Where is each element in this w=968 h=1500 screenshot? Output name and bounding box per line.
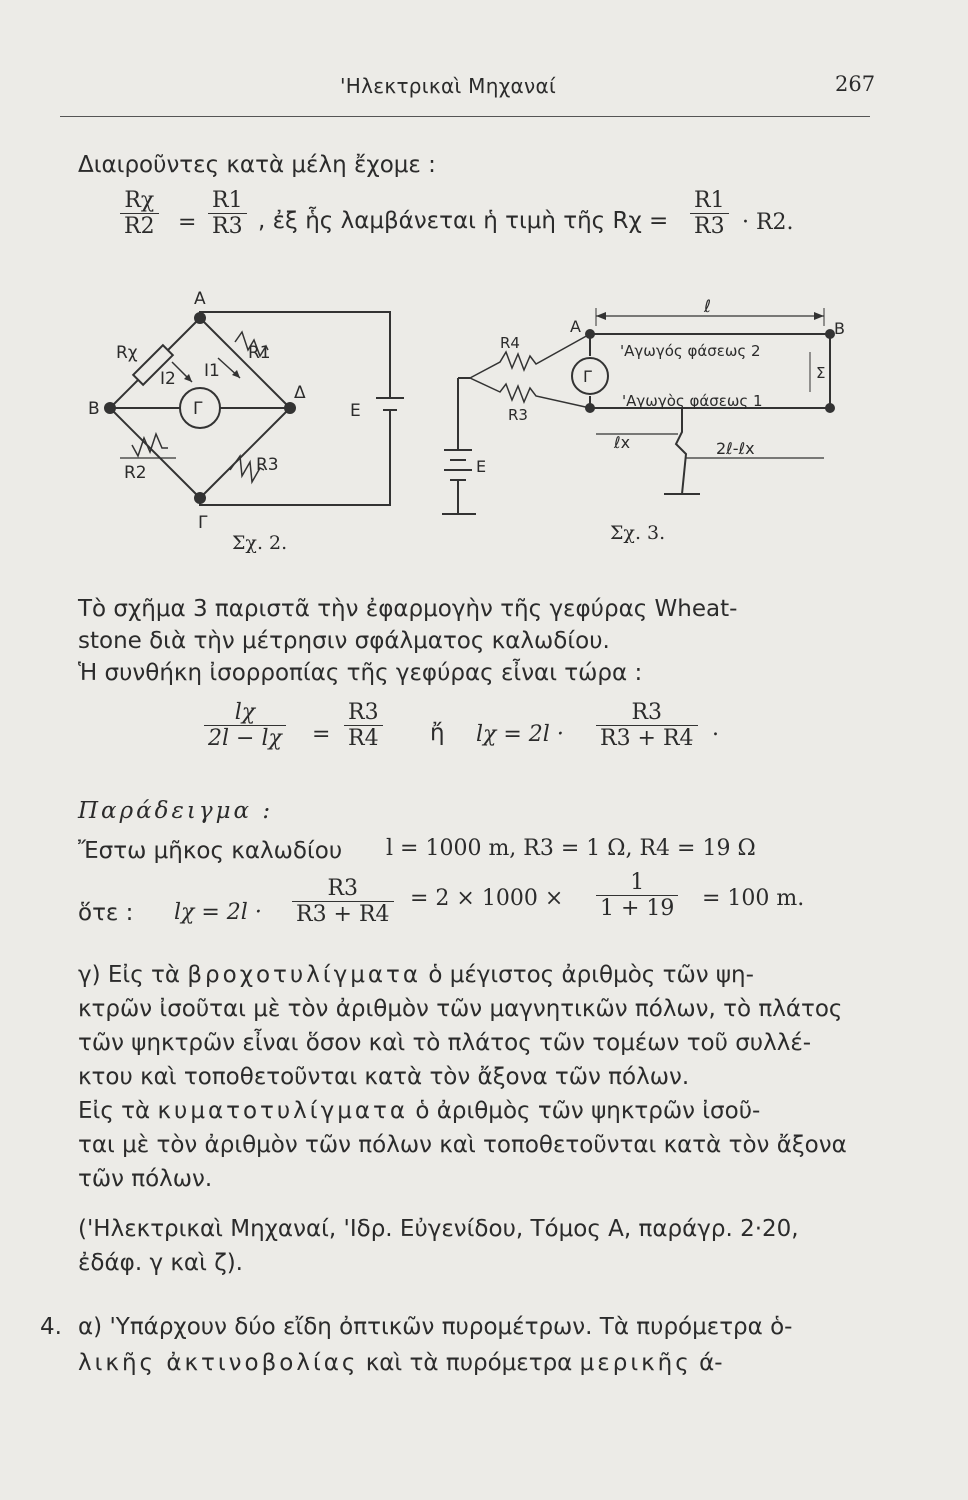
body-line-3: τῶν ψηκτρῶν εἶναι ὅσον καὶ τὸ πλάτος τῶν τομέων τοῦ συλλέ- [78, 1030, 812, 1056]
body-line-11 [78, 1346, 723, 1380]
fig3-label-phase1: 'Αγωγὸς φάσεως 1 [622, 392, 763, 410]
running-header-title: 'Ηλεκτρικαὶ Μηχαναί [340, 74, 557, 98]
fig3-label-2l-lx: 2ℓ-ℓx [716, 439, 755, 458]
eq2-f2-numerator: R3 [344, 700, 383, 726]
eq2-f2-denominator: R4 [348, 726, 379, 751]
eq2-fraction-2 [344, 700, 383, 751]
eq1-fraction-3 [690, 188, 729, 239]
fig3-label-Sigma: Σ [816, 364, 826, 382]
body-l11-end: ά- [699, 1350, 723, 1376]
paragraph-1-line-3: Ἡ συνθήκη ἰσορροπίας τῆς γεφύρας εἶναι τώρα : [78, 660, 643, 686]
body-line-10: α) 'Υπάρχουν δύο εἴδη ὀπτικῶν πυρομέτρων. Τὰ πυρόμετρα ὁ- [78, 1314, 793, 1340]
eq2-or: ἤ [430, 720, 445, 746]
body-line-1 [78, 958, 754, 992]
figure-2-caption: Σχ. 2. [232, 532, 288, 554]
fig2-label-I2: I2 [160, 369, 176, 389]
body-line-8: ('Ηλεκτρικαὶ Μηχαναί, 'Ιδρ. Εὐγενίδου, Τόμος Α, παράγρ. 2·20, [78, 1216, 799, 1242]
body-l1-spaced: βροχοτυλίγματα [187, 962, 422, 988]
fig3-label-R3: R3 [508, 406, 528, 424]
eq2-fraction-1 [204, 700, 286, 751]
fig2-label-R3: R3 [256, 455, 279, 475]
fig2-label-Gamma: Γ [198, 513, 208, 533]
example-f1-numerator: R3 [292, 876, 394, 902]
eq2-f1-numerator: lχ [204, 700, 286, 726]
figure-2-bridge-diagram [80, 280, 420, 555]
eq2-dot: . [712, 716, 719, 741]
eq1-f3-numerator: R1 [690, 188, 729, 214]
body-l5-post: ὁ ἀριθμὸς τῶν ψηκτρῶν ἰσοῦ- [415, 1098, 761, 1124]
example-f1-denominator: R3 + R4 [296, 902, 390, 927]
eq2-lhs: lχ = 2l · [476, 722, 564, 747]
fig2-label-E: E [350, 401, 361, 421]
eq1-f3-denominator: R3 [694, 214, 725, 239]
example-heading: Παράδειγμα : [78, 798, 274, 824]
eq2-f3-denominator: R3 + R4 [600, 726, 694, 751]
fig2-label-B: B [88, 399, 100, 419]
fig2-label-A: A [194, 289, 206, 309]
example-fraction-2 [596, 870, 678, 921]
eq1-tail: · R2. [742, 210, 794, 235]
fig3-label-E: E [476, 457, 487, 476]
eq1-fraction-1 [120, 188, 159, 239]
body-l11-spaced-1: λικῆς ἀκτινοβολίας [78, 1350, 359, 1376]
fig3-label-l: ℓ [704, 297, 712, 317]
example-values: l = 1000 m, R3 = 1 Ω, R4 = 19 Ω [386, 836, 756, 861]
figure-3-cable-fault-diagram [420, 282, 860, 532]
body-l1-pre: γ) Εἰς τὰ [78, 962, 181, 988]
eq1-f2-denominator: R3 [212, 214, 243, 239]
fig2-label-I1: I1 [204, 361, 220, 381]
eq1-f1-denominator: R2 [124, 214, 155, 239]
paragraph-1-line-1: Τὸ σχῆμα 3 παριστᾶ τὴν ἐφαρμογὴν τῆς γεφύρας Wheat- [78, 596, 738, 622]
fig2-label-R2: R2 [124, 463, 147, 483]
eq2-equals: = [312, 722, 331, 747]
item-number-4: 4. [40, 1314, 62, 1340]
example-ote: ὅτε : [78, 900, 134, 926]
example-lhs: lχ = 2l · [174, 900, 262, 925]
body-l11-spaced-2: μερικῆς [579, 1350, 692, 1376]
eq2-fraction-3 [596, 700, 698, 751]
page-number: 267 [835, 72, 876, 96]
body-l5-spaced: κυματοτυλίγματα [157, 1098, 408, 1124]
eq1-f1-numerator: Rχ [120, 188, 159, 214]
header-rule [60, 116, 870, 117]
example-f2-numerator: 1 [596, 870, 678, 896]
body-line-7: τῶν πόλων. [78, 1166, 213, 1192]
fig3-label-lx: ℓx [614, 433, 631, 452]
paragraph-1-line-2: stone διὰ τὴν μέτρησιν σφάλματος καλωδίου. [78, 628, 610, 654]
eq2-f3-numerator: R3 [596, 700, 698, 726]
fig3-label-phase2: 'Αγωγός φάσεως 2 [620, 342, 761, 360]
body-line-4: κτου καὶ τοποθετοῦνται κατὰ τὸν ἄξονα τῶν πόλων. [78, 1064, 690, 1090]
figure-3-caption: Σχ. 3. [610, 522, 666, 544]
eq1-fraction-2 [208, 188, 247, 239]
example-mid: = 2 × 1000 × [410, 886, 564, 911]
fig3-label-A: A [570, 317, 581, 336]
body-line-9: ἐδάφ. γ καὶ ζ). [78, 1250, 243, 1276]
fig3-label-G: Γ [583, 367, 592, 386]
eq1-equals: = [178, 210, 197, 235]
eq1-f2-numerator: R1 [208, 188, 247, 214]
body-l5-pre: Εἰς τὰ [78, 1098, 151, 1124]
fig3-label-B: B [834, 319, 845, 338]
intro-line: Διαιροῦντες κατὰ μέλη ἔχομε : [78, 152, 436, 178]
body-line-5 [78, 1094, 760, 1128]
body-l1-post: ὁ μέγιστος ἀριθμὸς τῶν ψη- [428, 962, 754, 988]
body-line-2: κτρῶν ἰσοῦται μὲ τὸν ἀριθμὸν τῶν μαγνητικῶν πόλων, τὸ πλάτος [78, 996, 843, 1022]
eq1-text: , ἐξ ἧς λαμβάνεται ἡ τιμὴ τῆς Rχ = [258, 208, 669, 234]
example-line-1: Ἔστω μῆκος καλωδίου [78, 838, 343, 864]
body-l11-mid: καὶ τὰ πυρόμετρα [365, 1350, 573, 1376]
fig2-label-Delta: Δ [294, 383, 306, 403]
example-f2-denominator: 1 + 19 [600, 896, 675, 921]
eq2-f1-denominator: 2l − lχ [208, 726, 282, 751]
fig3-label-R4: R4 [500, 334, 520, 352]
fig2-label-G: Γ [193, 399, 203, 419]
fig2-label-R1: R1 [248, 343, 271, 363]
example-fraction-1 [292, 876, 394, 927]
fig2-label-Rx: Rχ [116, 343, 138, 363]
example-result: = 100 m. [702, 886, 805, 911]
body-line-6: ται μὲ τὸν ἀριθμὸν τῶν πόλων καὶ τοποθετοῦνται κατὰ τὸν ἄξονα [78, 1132, 847, 1158]
